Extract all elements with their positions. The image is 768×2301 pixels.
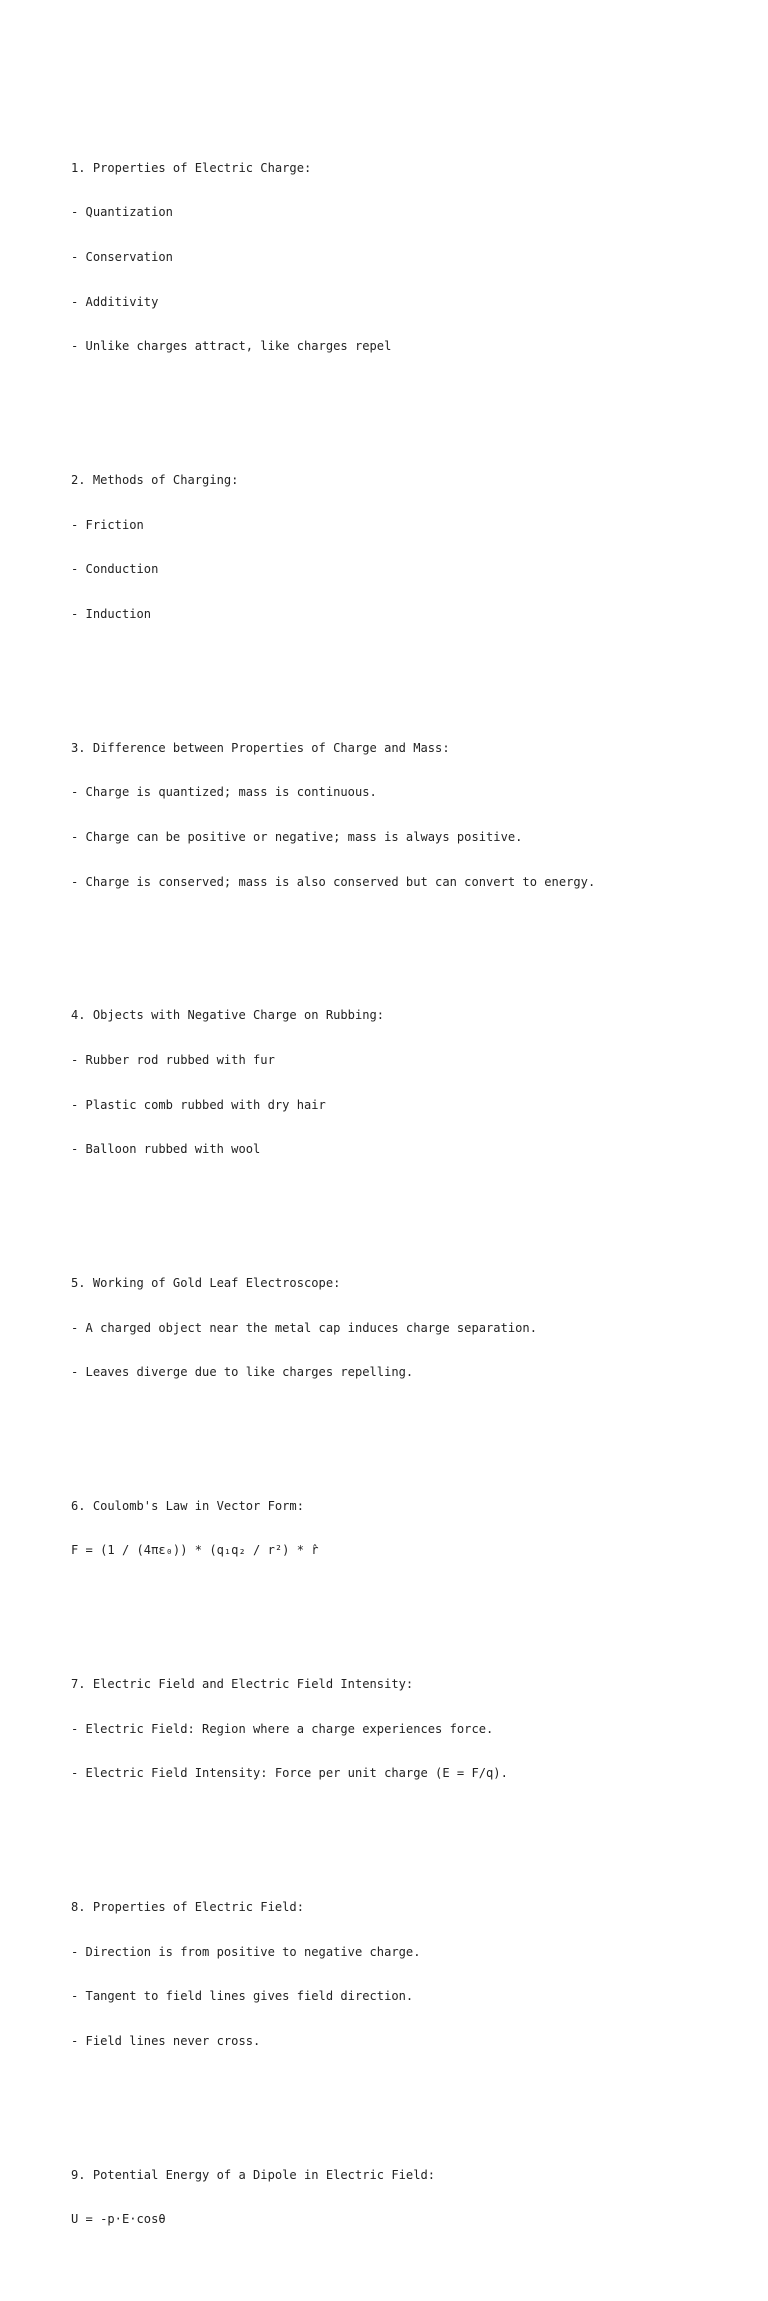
list-item: - Friction [71,517,144,532]
list-item: - Rubber rod rubbed with fur [71,1052,275,1067]
section-coulombs-law [71,1469,751,1588]
list-item: - Charge is quantized; mass is continuous. [71,785,377,800]
section-field-properties [71,1870,751,2079]
section-heading: 4. Objects with Negative Charge on Rubbing: [71,1008,385,1023]
formula: U = -p·E·cosθ [71,2212,166,2227]
list-item: - Field lines never cross. [71,2034,261,2049]
section-charge-vs-mass [71,711,751,920]
section-electric-field-intensity [71,1647,751,1811]
section-heading: 5. Working of Gold Leaf Electroscope: [71,1275,341,1290]
list-item: - Charge is conserved; mass is also conserved but can convert to energy. [71,874,596,889]
list-item: - Tangent to field lines gives field direction. [71,1989,414,2004]
section-heading: 8. Properties of Electric Field: [71,1899,304,1914]
section-heading: 3. Difference between Properties of Charge and Mass: [71,740,450,755]
section-electroscope [71,1246,751,1410]
list-item: - Leaves diverge due to like charges repelling. [71,1365,414,1380]
section-dipole-energy [71,2138,751,2257]
formula: F = (1 / (4πε₀)) * (q₁q₂ / r²) * r̂ [71,1543,319,1558]
list-item: - Electric Field Intensity: Force per unit charge (E = F/q). [71,1766,508,1781]
list-item: - Electric Field: Region where a charge experiences force. [71,1721,494,1736]
section-heading: 9. Potential Energy of a Dipole in Electric Field: [71,2167,436,2182]
list-item: - Balloon rubbed with wool [71,1142,261,1157]
section-charge-properties [71,131,751,384]
section-heading: 2. Methods of Charging: [71,472,239,487]
list-item: - Direction is from positive to negative charge. [71,1944,421,1959]
list-item: - Quantization [71,205,173,220]
list-item: - Additivity [71,294,159,309]
list-item: - Conduction [71,562,159,577]
document-body [71,86,751,2301]
list-item: - Plastic comb rubbed with dry hair [71,1097,326,1112]
list-item: - Conservation [71,249,173,264]
section-heading: 6. Coulomb's Law in Vector Form: [71,1498,304,1513]
section-negative-charge-objects [71,978,751,1187]
list-item: - A charged object near the metal cap induces charge separation. [71,1320,537,1335]
section-heading: 7. Electric Field and Electric Field Intensity: [71,1676,414,1691]
list-item: - Charge can be positive or negative; mass is always positive. [71,829,523,844]
list-item: - Induction [71,606,152,621]
list-item: - Unlike charges attract, like charges repel [71,339,392,354]
section-charging-methods [71,443,751,652]
section-heading: 1. Properties of Electric Charge: [71,160,312,175]
